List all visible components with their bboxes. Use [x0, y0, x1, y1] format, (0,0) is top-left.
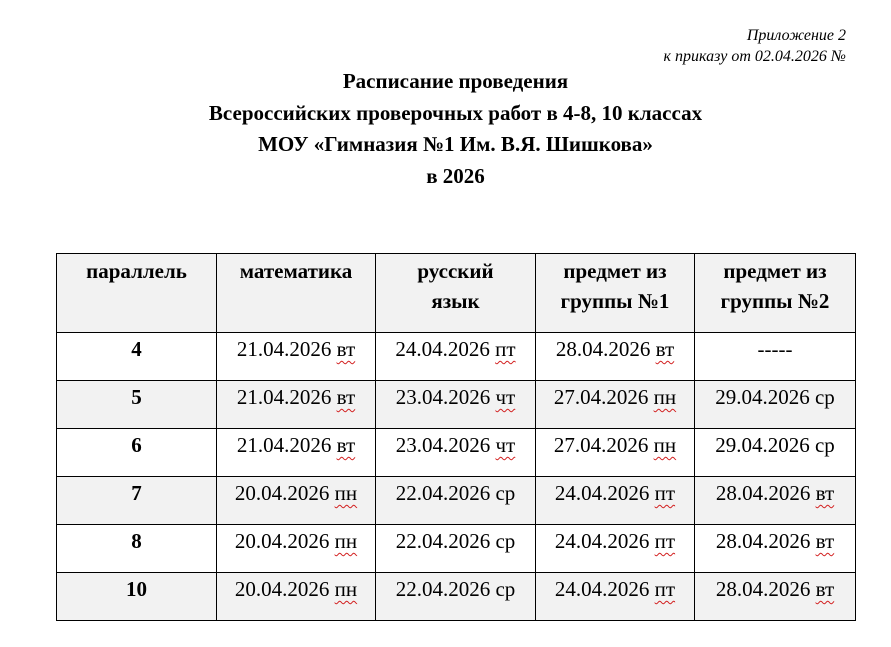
header-russian	[376, 254, 536, 333]
header-grade-line: параллель	[86, 259, 187, 283]
header-russian-line-2: язык	[431, 289, 480, 313]
table-header-row	[57, 254, 856, 333]
group2-date-cell	[695, 429, 856, 477]
weekday-text: пт	[654, 529, 676, 553]
header-group-1-line-1: предмет из	[563, 259, 667, 283]
weekday-text: вт	[336, 385, 356, 409]
title-line-1: Расписание проведения	[342, 69, 569, 93]
header-group-1-line-2: группы №1	[560, 289, 670, 313]
math-date-cell	[217, 477, 376, 525]
russian-date-cell	[376, 525, 536, 573]
weekday-text: пт	[495, 337, 516, 361]
weekday-text: пн	[653, 433, 677, 457]
math-date-cell	[217, 573, 376, 621]
title-line-4: в 2026	[426, 163, 485, 188]
date-text: 29.04.2026	[715, 385, 810, 409]
header-group-1	[536, 254, 695, 333]
russian-date-cell	[376, 429, 536, 477]
header-math	[217, 254, 376, 333]
header-grade	[57, 254, 217, 333]
header-group-2	[695, 254, 856, 333]
weekday-text: вт	[336, 433, 356, 457]
weekday-text: пт	[654, 577, 676, 601]
russian-date-cell	[376, 381, 536, 429]
schedule-table	[56, 253, 856, 621]
grade-cell: 10	[57, 573, 217, 621]
date-text: 22.04.2026	[395, 481, 491, 505]
russian-date-cell	[376, 477, 536, 525]
grade-cell: 4	[57, 333, 217, 381]
date-text: 23.04.2026	[395, 433, 491, 457]
group1-date-cell	[536, 525, 695, 573]
weekday-text: ср	[814, 433, 835, 457]
date-text: 22.04.2026	[395, 577, 491, 601]
table-row	[57, 573, 856, 621]
table-row	[57, 525, 856, 573]
table-row	[57, 333, 856, 381]
russian-date-cell	[376, 333, 536, 381]
date-text: 21.04.2026	[236, 433, 332, 457]
weekday-text: вт	[815, 529, 835, 553]
group1-date-cell	[536, 477, 695, 525]
weekday-text: вт	[815, 481, 835, 505]
annex-number: Приложение 2	[746, 27, 846, 44]
header-group-2-line-1: предмет из	[723, 259, 827, 283]
weekday-text: ср	[814, 385, 835, 409]
date-text: -----	[757, 337, 793, 361]
math-date-cell	[217, 525, 376, 573]
title-line-2: Всероссийских проверочных работ в 4-8, 10 классах	[208, 100, 703, 125]
document-title	[0, 66, 891, 192]
table-row	[57, 381, 856, 429]
date-text: 22.04.2026	[395, 529, 491, 553]
header-math-line: математика	[239, 259, 353, 283]
weekday-text: чт	[495, 385, 516, 409]
weekday-text: пн	[653, 385, 677, 409]
date-text: 27.04.2026	[553, 385, 649, 409]
grade-cell: 7	[57, 477, 217, 525]
group2-date-cell	[695, 381, 856, 429]
weekday-text: пн	[334, 529, 358, 553]
date-text: 28.04.2026	[555, 337, 651, 361]
annex-order-reference: к приказу от 02.04.2026 №	[663, 48, 846, 65]
date-text: 24.04.2026	[554, 577, 650, 601]
weekday-text: пт	[654, 481, 676, 505]
date-text: 27.04.2026	[553, 433, 649, 457]
date-text: 23.04.2026	[395, 385, 491, 409]
date-text: 20.04.2026	[234, 481, 330, 505]
date-text: 21.04.2026	[236, 337, 332, 361]
weekday-text: пн	[334, 481, 358, 505]
grade-cell: 5	[57, 381, 217, 429]
weekday-text: вт	[336, 337, 356, 361]
table-row	[57, 477, 856, 525]
math-date-cell	[217, 333, 376, 381]
header-russian-line-1: русский	[417, 259, 494, 283]
date-text: 24.04.2026	[554, 481, 650, 505]
group2-date-cell	[695, 525, 856, 573]
date-text: 24.04.2026	[554, 529, 650, 553]
annex-note	[664, 25, 846, 67]
weekday-text: вт	[655, 337, 675, 361]
date-text: 29.04.2026	[715, 433, 810, 457]
russian-date-cell	[376, 573, 536, 621]
date-text: 28.04.2026	[715, 529, 811, 553]
weekday-text: ср	[495, 481, 516, 505]
math-date-cell	[217, 381, 376, 429]
weekday-text: вт	[815, 577, 835, 601]
table-row	[57, 429, 856, 477]
group2-date-cell	[695, 477, 856, 525]
group1-date-cell	[536, 429, 695, 477]
date-text: 28.04.2026	[715, 577, 811, 601]
weekday-text: пн	[334, 577, 358, 601]
group1-date-cell	[536, 381, 695, 429]
group1-date-cell	[536, 333, 695, 381]
title-line-3: МОУ «Гимназия №1 Им. В.Я. Шишкова»	[258, 132, 653, 156]
weekday-text: ср	[495, 577, 516, 601]
group2-date-cell	[695, 573, 856, 621]
group2-date-cell	[695, 333, 856, 381]
date-text: 21.04.2026	[236, 385, 332, 409]
math-date-cell	[217, 429, 376, 477]
grade-cell: 6	[57, 429, 217, 477]
grade-cell: 8	[57, 525, 217, 573]
date-text: 20.04.2026	[234, 577, 330, 601]
weekday-text: ср	[495, 529, 516, 553]
date-text: 28.04.2026	[715, 481, 811, 505]
date-text: 20.04.2026	[234, 529, 330, 553]
date-text: 24.04.2026	[395, 337, 490, 361]
group1-date-cell	[536, 573, 695, 621]
weekday-text: чт	[495, 433, 516, 457]
header-group-2-line-2: группы №2	[720, 289, 830, 313]
